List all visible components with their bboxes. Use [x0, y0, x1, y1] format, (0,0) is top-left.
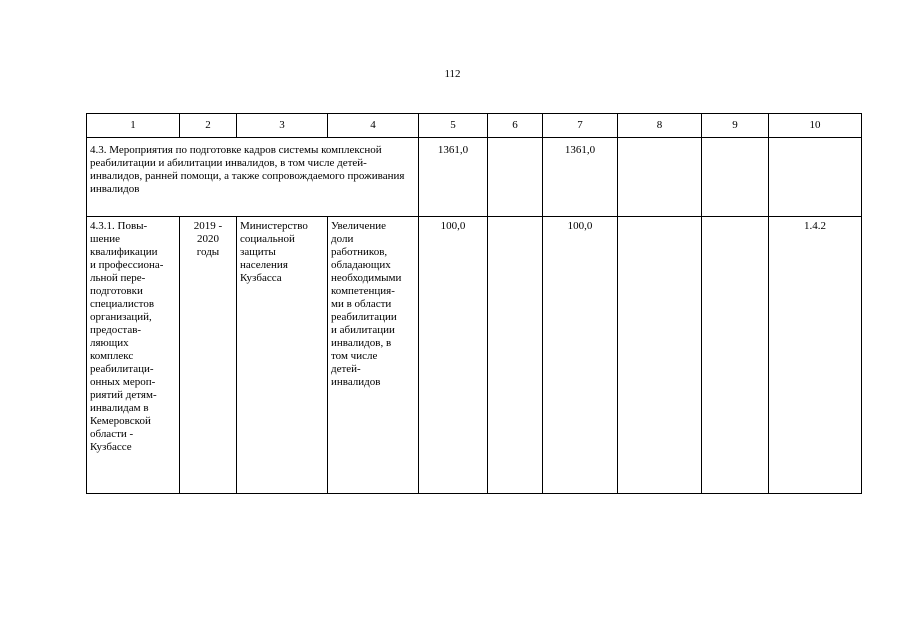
item-measure-name: 4.3.1. Повы- шение квалификации и профессиона- льной пере- подготовки специалистов организаций, предостав- ляющих комплекс реабилитаци- онных мероп- риятий детям- инвалидам в Кемеровской области - Кузбассе: [87, 217, 180, 494]
item-col8-value: [618, 217, 702, 494]
item-col7-value: 100,0: [543, 217, 618, 494]
item-col5-value: 100,0: [419, 217, 488, 494]
item-row: [87, 217, 862, 494]
item-expected-result: Увеличение доли работников, обладающих необходимыми компетенция- ми в области реабилитации и абилитации инвалидов, в том числе детей- инвалидов: [328, 217, 419, 494]
section-col9-value: [702, 138, 769, 217]
item-col9-value: [702, 217, 769, 494]
column-header-1: 1: [87, 114, 180, 138]
section-col7-value: 1361,0: [543, 138, 618, 217]
section-col8-value: [618, 138, 702, 217]
section-col10-value: [769, 138, 862, 217]
program-table: [86, 113, 862, 494]
header-row: [87, 114, 862, 138]
column-header-5: 5: [419, 114, 488, 138]
item-executor: Министерство социальной защиты населения Кузбасса: [237, 217, 328, 494]
page-number: 112: [444, 68, 461, 80]
item-indicator-number: 1.4.2: [769, 217, 862, 494]
column-header-4: 4: [328, 114, 419, 138]
column-header-9: 9: [702, 114, 769, 138]
column-header-3: 3: [237, 114, 328, 138]
column-header-2: 2: [180, 114, 237, 138]
column-header-8: 8: [618, 114, 702, 138]
item-period: 2019 - 2020 годы: [180, 217, 237, 494]
column-header-7: 7: [543, 114, 618, 138]
section-col5-value: 1361,0: [419, 138, 488, 217]
item-col6-value: [488, 217, 543, 494]
column-header-6: 6: [488, 114, 543, 138]
column-header-10: 10: [769, 114, 862, 138]
section-title: 4.3. Мероприятия по подготовке кадров системы комплексной реабилитации и абилитации инвалидов, в том числе детей-инвалидов, ранней помощи, а также сопровождаемого проживания инвалидов: [87, 138, 419, 217]
section-col6-value: [488, 138, 543, 217]
section-row: [87, 138, 862, 217]
